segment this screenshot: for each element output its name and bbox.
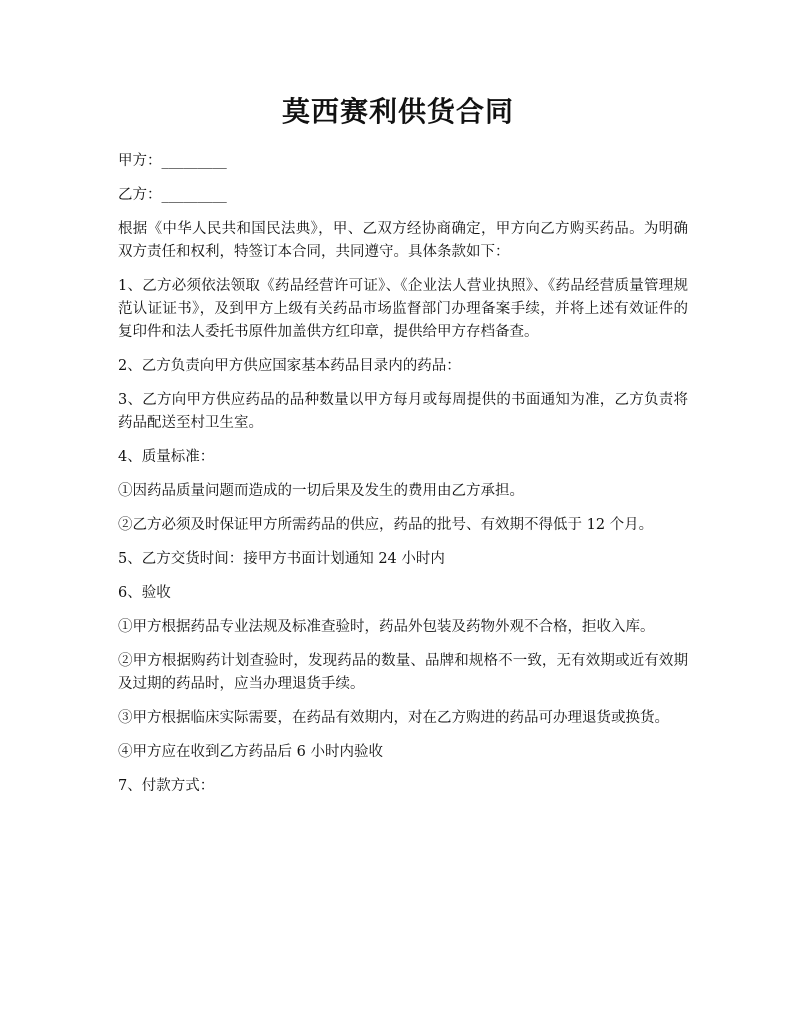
clause-6-heading: 6、验收 bbox=[118, 585, 171, 601]
party-a-line: 甲方：_________ bbox=[118, 153, 227, 169]
clause-4-item-2: ②乙方必须及时保证甲方所需药品的供应，药品的批号、有效期不得低于 12 个月。 bbox=[118, 517, 654, 533]
clause-2-paragraph: 2、乙方负责向甲方供应国家基本药品目录内的药品： bbox=[118, 358, 461, 374]
clause-6-item-3: ③甲方根据临床实际需要，在药品有效期内，对在乙方购进的药品可办理退货或换货。 bbox=[118, 710, 669, 726]
clause-5-paragraph: 5、乙方交货时间：接甲方书面计划通知 24 小时内 bbox=[118, 551, 445, 567]
clause-4-heading: 4、质量标准： bbox=[118, 449, 215, 465]
preamble-paragraph: 根据《中华人民共和国民法典》，甲、乙双方经协商确定，甲方向乙方购买药品。为明确双方责任和权利，特签订本合同，共同遵守。具体条款如下： bbox=[118, 221, 688, 260]
document-body bbox=[118, 150, 688, 809]
clause-6-item-1: ①甲方根据药品专业法规及标准查验时，药品外包装及药物外观不合格，拒收入库。 bbox=[118, 619, 655, 635]
clause-6-item-4: ④甲方应在收到乙方药品后 6 小时内验收 bbox=[118, 744, 383, 760]
clause-7-heading: 7、付款方式： bbox=[118, 778, 215, 794]
party-b-line: 乙方：_________ bbox=[118, 187, 227, 203]
clause-1-paragraph: 1、乙方必须依法领取《药品经营许可证》、《企业法人营业执照》、《药品经营质量管理规范认证证书》，及到甲方上级有关药品市场监督部门办理备案手续，并将上述有效证件的复印件和法人委托书原件加盖供方红印章，提供给甲方存档备查。 bbox=[118, 278, 688, 340]
document-title: 莫西赛利供货合同 bbox=[281, 95, 514, 128]
clause-6-item-2: ②甲方根据购药计划查验时，发现药品的数量、品牌和规格不一致，无有效期或近有效期及过期的药品时，应当办理退货手续。 bbox=[118, 653, 688, 692]
clause-3-paragraph: 3、乙方向甲方供应药品的品种数量以甲方每月或每周提供的书面通知为准，乙方负责将药品配送至村卫生室。 bbox=[118, 392, 688, 431]
clause-4-item-1: ①因药品质量问题而造成的一切后果及发生的费用由乙方承担。 bbox=[118, 483, 524, 499]
